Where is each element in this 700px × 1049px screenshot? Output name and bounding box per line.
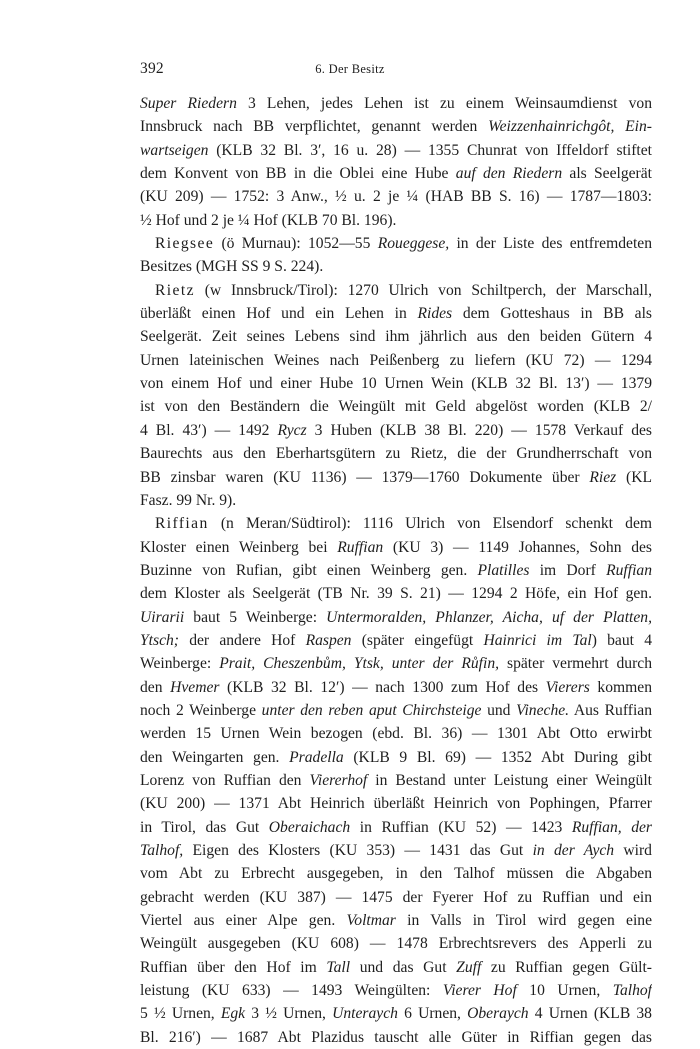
text-segment: als Seelgerät — [562, 165, 652, 183]
text-segment: überläßt einen Hof und ein Lehen in — [140, 305, 418, 323]
italic-text: Vierers — [545, 678, 590, 696]
italic-text: Oberaichach — [268, 818, 351, 836]
text-line — [140, 956, 652, 979]
text-line — [140, 606, 652, 629]
text-line — [140, 279, 652, 302]
text-line — [140, 209, 652, 232]
italic-text: Roueggese, — [377, 235, 450, 253]
text-line — [140, 722, 652, 745]
text-segment: zu Ruffian gegen Gült- — [481, 958, 652, 976]
text-line — [140, 489, 652, 512]
text-segment: (KU 209) — 1752: 3 Anw., ½ u. 2 je ¼ (HAB BB S. 16) — 1787—1803: — [140, 188, 652, 206]
italic-text: Talhof — [612, 982, 652, 1000]
italic-text: Unteraych — [332, 1005, 398, 1023]
body-text — [140, 92, 652, 1049]
text-segment: Baurechts aus den Eberhartsgütern zu Rietz, die der Grundherrschaft von — [140, 445, 652, 463]
italic-text: Ruffian — [606, 561, 652, 579]
italic-text: Ruffian — [337, 538, 384, 556]
text-line — [140, 442, 652, 465]
text-segment: später vermehrt durch — [499, 655, 652, 673]
italic-text: Raspen — [305, 631, 352, 649]
text-line — [140, 349, 652, 372]
text-line — [140, 419, 652, 442]
text-line — [140, 979, 652, 1002]
page-number: 392 — [140, 60, 164, 77]
italic-text: Prait, Cheszenbům, Ytsk, unter der Růfin, — [219, 655, 500, 673]
text-segment: (ö Murnau): 1052—55 — [214, 235, 378, 253]
text-line — [140, 162, 652, 185]
italic-text: Vineche. — [516, 701, 570, 719]
text-segment: im Dorf — [529, 561, 607, 579]
text-line — [140, 932, 652, 955]
text-line — [140, 582, 652, 605]
text-segment: BB zinsbar waren (KU 1136) — 1379—1760 Dokumente über — [140, 468, 590, 486]
italic-text: Riez — [589, 468, 617, 486]
text-line — [140, 1026, 652, 1049]
text-segment: in Ruffian (KU 52) — 1423 — [350, 818, 572, 836]
text-line — [140, 466, 652, 489]
italic-text: Talhof, — [140, 842, 184, 859]
text-segment: 3 Huben (KLB 38 Bl. 220) — 1578 Verkauf des — [306, 421, 652, 439]
text-segment: (n Meran/Südtirol): 1116 Ulrich von Elsendorf schenkt dem — [208, 515, 652, 533]
text-segment: (KU 200) — 1371 Abt Heinrich überläßt Heinrich von Pophingen, Pfarrer — [140, 795, 652, 813]
italic-text: Oberaych — [467, 1005, 529, 1023]
text-segment: ist von den Beständern die Weingült mit Geld abgelöst worden (KLB 2/ — [140, 398, 652, 416]
text-segment: (KLB 32 Bl. 3′, 16 u. 28) — 1355 Chunrat von Iffeldorf stiftet — [208, 141, 652, 159]
text-segment: in Tirol, das Gut — [140, 818, 269, 836]
text-segment: (später eingefügt — [351, 631, 484, 649]
text-segment: Weingült ausgegeben (KU 608) — 1478 Erbrechtsrevers des Apperli zu — [140, 935, 652, 953]
text-segment: dem Konvent von BB in die Oblei eine Hube — [140, 165, 456, 183]
italic-text: Uirarii — [140, 608, 185, 626]
text-line — [140, 816, 652, 839]
text-segment: 3 ½ Urnen, — [245, 1005, 333, 1023]
text-segment: in Valls in Tirol wird gegen eine — [395, 912, 652, 930]
text-line — [140, 325, 652, 348]
text-segment: gebracht werden (KU 387) — 1475 der Fyerer Hof zu Ruffian und ein — [140, 888, 652, 906]
text-segment: Lorenz von Ruffian den — [140, 771, 310, 789]
text-line — [140, 232, 652, 255]
text-segment: dem Gotteshaus in BB als — [452, 305, 652, 323]
text-segment: Urnen lateinischen Weines nach Peißenberg zu liefern (KU 72) — 1294 — [140, 351, 652, 369]
text-segment: den Weingarten gen. — [140, 748, 290, 766]
text-segment: vom Abt zu Erbrecht ausgegeben, in den Talhof müssen die Abgaben — [140, 865, 652, 883]
italic-text: Viererhof — [309, 771, 368, 789]
italic-text: Platilles — [477, 561, 530, 579]
text-line — [140, 395, 652, 418]
text-segment: 4 Urnen (KLB 38 — [528, 1005, 652, 1023]
text-line — [140, 185, 652, 208]
text-segment: Buzinne von Rufian, gibt einen Weinberg gen. — [140, 561, 478, 579]
text-line — [140, 1002, 652, 1025]
text-segment: baut 5 Weinberge: — [184, 608, 327, 626]
text-line — [140, 839, 652, 862]
text-segment: Ruffian über den Hof im — [140, 958, 327, 976]
italic-text: Hainrici im Tal — [483, 631, 592, 649]
italic-text: Untermoralden, Phlanzer, Aicha, uf der Platten, — [326, 608, 652, 626]
text-segment: und das Gut — [350, 958, 457, 976]
text-segment: noch 2 Weinberge — [140, 701, 262, 719]
italic-text: Rides — [417, 305, 453, 323]
entry-heading: Riegsee — [155, 235, 215, 253]
italic-text: Ytsch; — [140, 631, 179, 649]
entry-heading: Riffian — [155, 515, 209, 533]
text-segment: 10 Urnen, — [516, 982, 613, 1000]
text-segment: kommen — [589, 678, 652, 696]
text-line — [140, 255, 652, 278]
text-line — [140, 676, 652, 699]
text-line — [140, 909, 652, 932]
text-segment: dem Kloster als Seelgerät (TB Nr. 39 S. 21) — 1294 2 Höfe, ein Hof gen. — [140, 585, 652, 603]
text-line — [140, 536, 652, 559]
text-segment: (KLB 9 Bl. 69) — 1352 Abt During gibt — [343, 748, 652, 766]
italic-text: Vierer Hof — [442, 982, 517, 1000]
italic-text: Voltmar — [346, 912, 396, 930]
text-segment: Eigen des Klosters (KU 353) — 1431 das Gut — [183, 842, 533, 859]
text-line — [140, 302, 652, 325]
text-segment: (KU 3) — 1149 Johannes, Sohn des — [383, 538, 652, 556]
text-line — [140, 862, 652, 885]
italic-text: auf den Riedern — [455, 165, 563, 183]
text-segment: 6 Urnen, — [397, 1005, 468, 1023]
italic-text: Ruffian, der — [571, 818, 652, 836]
text-line — [140, 629, 652, 652]
text-segment: 5 ½ Urnen, — [140, 1005, 221, 1023]
text-segment: werden 15 Urnen Wein bezogen (ebd. Bl. 36) — 1301 Abt Otto erwirbt — [140, 725, 652, 743]
text-segment: 4 Bl. 43′) — 1492 — [140, 421, 278, 439]
text-segment: in der Liste des entfremdeten — [449, 235, 652, 253]
text-line — [140, 652, 652, 675]
italic-text: in der Aych — [532, 842, 615, 859]
entry-heading: Rietz — [155, 281, 195, 299]
italic-text: Super Riedern — [140, 95, 237, 112]
italic-text: Tall — [326, 958, 351, 976]
text-segment: Bl. 216′) — 1687 Abt Plazidus tauscht alle Güter in Riffian gegen das — [140, 1028, 652, 1046]
text-segment: leistung (KU 633) — 1493 Weingülten: — [140, 982, 443, 1000]
text-segment: von einem Hof und einer Hube 10 Urnen Wein (KLB 32 Bl. 13′) — 1379 — [140, 375, 652, 393]
text-line — [140, 792, 652, 815]
text-segment: Kloster einen Weinberg bei — [140, 538, 338, 556]
text-line — [140, 886, 652, 909]
text-segment: Seelgerät. Zeit seines Lebens sind ihm jährlich aus den beiden Gütern 4 — [140, 328, 652, 346]
text-segment: Aus Ruffian — [569, 701, 652, 719]
italic-text: Egk — [220, 1005, 246, 1023]
italic-text: Hvemer — [170, 678, 220, 696]
text-segment: wird — [614, 842, 652, 859]
text-segment: (KLB 32 Bl. 12′) — nach 1300 zum Hof des — [219, 678, 546, 696]
running-head: 6. Der Besitz — [315, 62, 385, 76]
text-line — [140, 115, 652, 138]
italic-text: Weizzenhainrichgôt, Ein- — [488, 118, 652, 136]
text-segment: Fasz. 99 Nr. 9). — [140, 491, 237, 509]
text-segment: Besitzes (MGH SS 9 S. 224). — [140, 258, 324, 276]
text-segment: ½ Hof und 2 je ¼ Hof (KLB 70 Bl. 196). — [140, 211, 397, 229]
text-segment: den — [140, 678, 171, 696]
text-segment: Weinberge: — [140, 655, 220, 673]
italic-text: Zuff — [456, 958, 482, 976]
italic-text: wartseigen — [140, 141, 209, 159]
italic-text: unter den reben aput Chirchsteige — [261, 701, 482, 719]
text-segment: in Bestand unter Leistung einer Weingült — [367, 771, 652, 789]
text-segment: Innsbruck nach BB verpflichtet, genannt werden — [140, 118, 489, 136]
text-line — [140, 372, 652, 395]
text-segment: Viertel aus einer Alpe gen. — [140, 912, 347, 930]
text-segment: und — [481, 701, 517, 719]
text-line — [140, 699, 652, 722]
italic-text: Pradella — [289, 748, 344, 766]
text-segment: (KL — [616, 468, 652, 486]
text-segment: 3 Lehen, jedes Lehen ist zu einem Weinsaumdienst von — [236, 95, 652, 112]
text-line — [140, 559, 652, 582]
italic-text: Rycz — [277, 421, 307, 439]
text-segment: (w Innsbruck/Tirol): 1270 Ulrich von Schiltperch, der Marschall, — [194, 281, 652, 299]
text-segment: der andere Hof — [178, 631, 306, 649]
text-line — [140, 769, 652, 792]
text-line — [140, 139, 652, 162]
text-line — [140, 512, 652, 535]
text-line — [140, 746, 652, 769]
text-line — [140, 92, 652, 115]
text-segment: ) baut 4 — [591, 631, 652, 649]
